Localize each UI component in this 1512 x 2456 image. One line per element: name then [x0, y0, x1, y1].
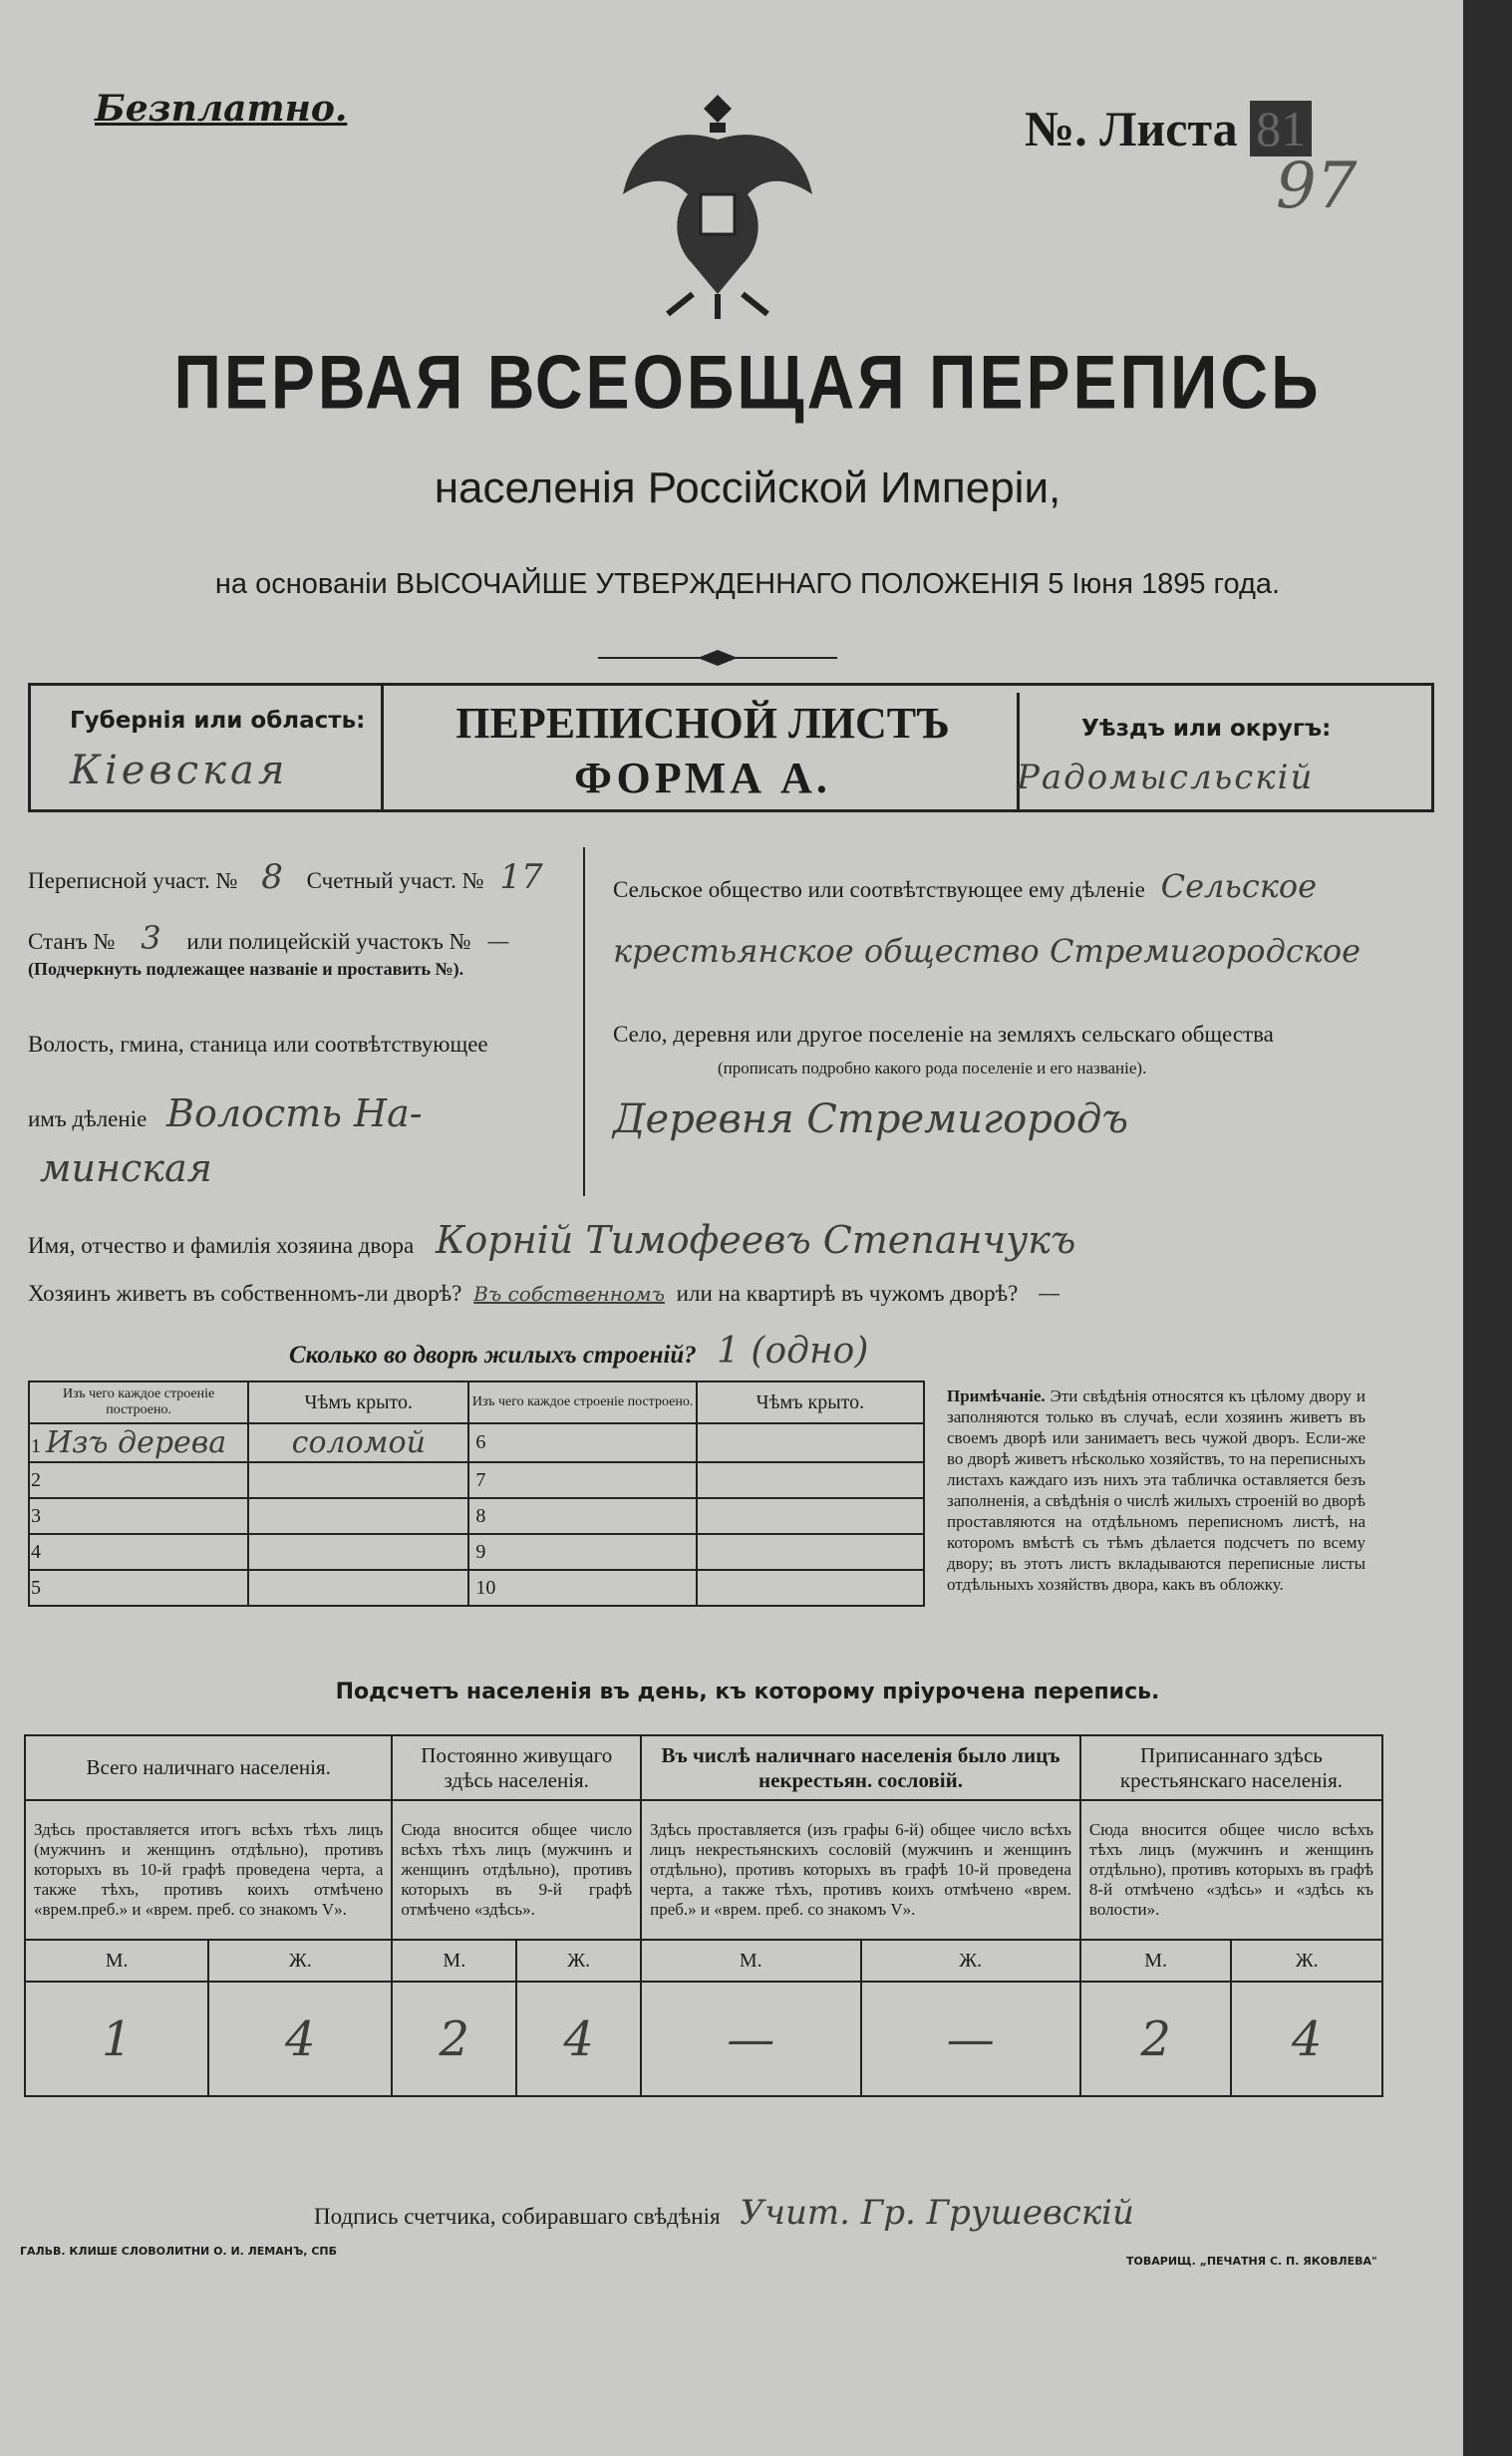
roof-cell: [248, 1462, 468, 1498]
roof-cell: [248, 1534, 468, 1570]
census-district-value: 8: [261, 857, 283, 897]
total-zh-value: 4: [208, 1982, 392, 2096]
row-number: 6: [468, 1423, 696, 1462]
note-text: Эти свѣдѣнія относятся къ цѣлому двору и заполняются только въ случаѣ, если хозяинъ живетъ въ своемъ дворѣ или занимаетъ весь чужой дворъ. Если-же во дворѣ живетъ нѣсколько хозяйствъ, то на переписныхъ листахъ каждаго изъ нихъ эта табличка оставляется безъ заполненія, а свѣдѣнія о числѣ жилыхъ строеній во дворѣ проставляются на отдѣльномъ переписномъ листѣ, на которомъ вмѣстѣ съ тѣмъ дѣлается подсчетъ по всему двору; въ этотъ листъ вкладываются переписные листы отдѣльныхъ хозяйствъ двора, какъ въ обложку.: [947, 1386, 1365, 1594]
row-number: 8: [468, 1498, 696, 1534]
zh-label: Ж.: [208, 1940, 392, 1982]
owner-rent-value: —: [1038, 1281, 1061, 1307]
society-value-2: крестьянское общество Стремигородское: [613, 932, 1361, 970]
coat-of-arms-icon: [613, 85, 822, 324]
table-row: [29, 1462, 924, 1498]
sheet-label: №. Листа: [1025, 101, 1238, 156]
sheet-number: [1025, 100, 1312, 157]
basis-line: на основаніи ВЫСОЧАЙШЕ УТВЕРЖДЕННАГО ПОЛОЖЕНІЯ 5 Іюня 1895 года.: [214, 568, 1281, 600]
table-row: [29, 1498, 924, 1534]
m-label: М.: [25, 1940, 208, 1982]
owner-name-value: Корній Тимофеевъ Степанчукъ: [436, 1218, 1076, 1262]
uezd-value: Радомысльскій: [1017, 758, 1315, 797]
permanent-m-value: 2: [392, 1982, 516, 2096]
summary-desc-4: Сюда вносится общее число всѣхъ тѣхъ лицъ (мужчинъ и женщинъ отдѣльно), противъ которыхъ въ графѣ 8-й отмѣчено «здѣсь» и «здѣсь къ волости».: [1080, 1800, 1382, 1940]
scan-edge: [1463, 0, 1512, 2456]
summary-head-4: Приписаннаго здѣсь крестьянскаго населенія.: [1080, 1735, 1382, 1800]
guberniya-value: Кіевская: [70, 748, 289, 793]
zh-label: Ж.: [516, 1940, 641, 1982]
buildings-count-label: Сколько во дворѣ жилыхъ строеній?: [289, 1342, 697, 1369]
owner-lives-value: Въ собственномъ: [473, 1282, 665, 1306]
roof-cell: [697, 1534, 924, 1570]
note-block: [947, 1385, 1365, 1595]
summary-title: Подсчетъ населенія въ день, къ которому пріурочена перепись.: [335, 1680, 1160, 1704]
registered-zh-value: 4: [1231, 1982, 1382, 2096]
row-number: 1: [31, 1435, 41, 1457]
m-label: М.: [641, 1940, 860, 1982]
form-type: ФОРМА А.: [574, 754, 831, 802]
society-value-1: Сельское: [1160, 867, 1318, 905]
volost-value-1: Волость На-: [166, 1091, 423, 1135]
uezd-label: Уѣздъ или округъ:: [1081, 716, 1332, 742]
row-number: 7: [468, 1462, 696, 1498]
owner-name-line: [28, 1218, 1075, 1262]
roof-cell: [697, 1570, 924, 1606]
col-material-right: Изъ чего каждое строеніе построено.: [468, 1382, 696, 1423]
row-number: 5: [29, 1570, 248, 1606]
signature-value: Учит. Гр. Грушевскій: [740, 2193, 1134, 2233]
nonpeasant-zh-value: —: [861, 1982, 1080, 2096]
footer-right: ТОВАРИЩ. „ПЕЧАТНЯ С. П. ЯКОВЛЕВА": [1126, 2255, 1377, 2268]
signature-label: Подпись счетчика, собиравшаго свѣдѣнія: [314, 2204, 721, 2229]
owner-lives-label: Хозяинъ живетъ въ собственномъ-ли дворѣ?: [28, 1281, 462, 1306]
summary-desc-1: Здѣсь проставляется итогъ всѣхъ тѣхъ лицъ (мужчинъ и женщинъ отдѣльно), противъ которыхъ въ 10-й графѣ проведена черта, а также тѣхъ, противъ коихъ отмѣчено «врем.преб.» и «врем. преб. со знакомъ V».: [25, 1800, 392, 1940]
roof-cell: [248, 1498, 468, 1534]
form-name: ПЕРЕПИСНОЙ ЛИСТЪ: [455, 699, 950, 748]
registered-m-value: 2: [1080, 1982, 1232, 2096]
roof-cell: [697, 1423, 924, 1462]
table-row: [29, 1570, 924, 1606]
district-line: [28, 857, 553, 897]
society-line: [613, 867, 1317, 905]
col-material-left: Изъ чего каждое строеніе построено.: [29, 1382, 248, 1423]
main-title: ПЕРВАЯ ВСЕОБЩАЯ ПЕРЕПИСЬ: [173, 339, 1322, 425]
free-label: Безплатно.: [95, 88, 348, 130]
row-number: 2: [29, 1462, 248, 1498]
signature-line: [314, 2193, 1134, 2233]
guberniya-label: Губернія или область:: [70, 708, 366, 734]
summary-desc-3: Здѣсь проставляется (изъ графы 6-й) общее число всѣхъ лицъ некрестьянскихъ сословій (мужчинъ и женщинъ отдѣльно), противъ которыхъ въ графѣ 10-й проведена черта, а также тѣхъ, противъ коихъ отмѣчено «врем. преб.» и «врем. преб. со знакомъ V».: [641, 1800, 1080, 1940]
nonpeasant-m-value: —: [641, 1982, 860, 2096]
table-row: [29, 1423, 924, 1462]
m-label: М.: [392, 1940, 516, 1982]
stan-note: (Подчеркнуть подлежащее названіе и проставить №).: [28, 959, 464, 979]
zh-label: Ж.: [1231, 1940, 1382, 1982]
footer-left: ГАЛЬВ. КЛИШЕ СЛОВОЛИТНИ О. И. ЛЕМАНЪ, СПБ: [20, 2245, 337, 2258]
m-label: М.: [1080, 1940, 1232, 1982]
volost-label-2: имъ дѣленіе: [28, 1106, 148, 1131]
roof-value: соломой: [248, 1423, 468, 1462]
buildings-count-value: 1 (одно): [717, 1331, 869, 1372]
row-number: 4: [29, 1534, 248, 1570]
permanent-zh-value: 4: [516, 1982, 641, 2096]
subtitle: населенія Россійской Имперіи,: [434, 463, 1061, 512]
stan-label: Станъ №: [28, 929, 116, 954]
volost-label-1: Волость, гмина, станица или соотвѣтствующее: [28, 1032, 488, 1057]
summary-table: [24, 1734, 1383, 2097]
note-title: Примѣчаніе.: [947, 1386, 1046, 1405]
roof-cell: [697, 1462, 924, 1498]
volost-line: [28, 1091, 423, 1135]
row-number: 9: [468, 1534, 696, 1570]
zh-label: Ж.: [861, 1940, 1080, 1982]
police-label: или полицейскій участокъ №: [186, 929, 471, 954]
summary-desc-2: Сюда вносится общее число всѣхъ тѣхъ лицъ (мужчинъ и женщинъ отдѣльно), противъ которыхъ въ 9-й графѣ отмѣчено «здѣсь».: [392, 1800, 641, 1940]
counting-district-value: 17: [499, 857, 543, 897]
buildings-table: [28, 1381, 925, 1607]
village-note: (прописать подробно какого рода поселеніе и его названіе).: [718, 1059, 1147, 1077]
roof-cell: [248, 1570, 468, 1606]
col-roof-right: Чѣмъ крыто.: [697, 1382, 924, 1423]
material-value: Изъ дерева: [46, 1425, 227, 1460]
society-label: Сельское общество или соотвѣтствующее ему дѣленіе: [613, 877, 1145, 902]
volost-value-2: минская: [40, 1146, 212, 1190]
col-roof-left: Чѣмъ крыто.: [248, 1382, 468, 1423]
stan-line: [28, 919, 519, 957]
row-number: 3: [29, 1498, 248, 1534]
counting-district-label: Счетный участ. №: [306, 868, 484, 893]
summary-head-2: Постоянно живущаго здѣсь населенія.: [392, 1735, 641, 1800]
sheet-number-new: 97: [1276, 150, 1358, 223]
village-label: Село, деревня или другое поселеніе на земляхъ сельскаго общества: [613, 1022, 1274, 1047]
buildings-count-line: [289, 1331, 868, 1372]
owner-lives-line: [28, 1281, 1060, 1307]
table-row: [29, 1534, 924, 1570]
owner-rent-label: или на квартирѣ въ чужомъ дворѣ?: [676, 1281, 1019, 1306]
stan-value: 3: [141, 919, 161, 957]
ornament-divider: [598, 648, 837, 668]
total-m-value: 1: [25, 1982, 208, 2096]
census-district-label: Переписной участ. №: [28, 868, 238, 893]
owner-name-label: Имя, отчество и фамилія хозяина двора: [28, 1233, 415, 1258]
summary-head-3: Въ числѣ наличнаго населенія было лицъ некрестьян. сословій.: [641, 1735, 1080, 1800]
summary-head-1: Всего наличнаго населенія.: [25, 1735, 392, 1800]
police-value: —: [486, 929, 510, 955]
village-value: Деревня Стремигородъ: [613, 1096, 1129, 1142]
roof-cell: [697, 1498, 924, 1534]
sheet-number-old: 81: [1250, 101, 1312, 156]
row-number: 10: [468, 1570, 696, 1606]
